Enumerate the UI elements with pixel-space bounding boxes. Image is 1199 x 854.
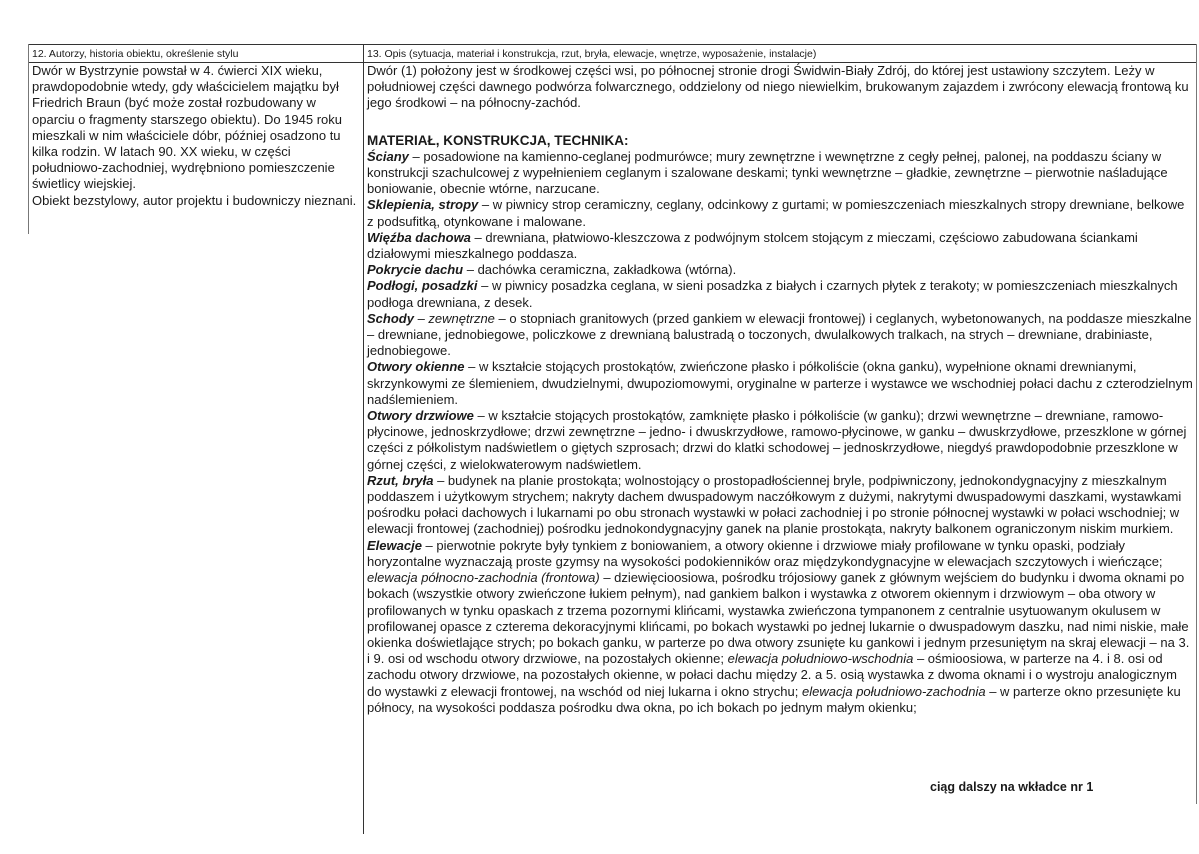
right-border (1196, 44, 1197, 804)
term-label: Pokrycie dachu (367, 262, 464, 278)
section-text: – drewniana, płatwiowo-kleszczowa z podwójnym stolcem stojącym z mieczami, częściowo zabudowana ściankami działowymi mieszkalnego poddasza. (367, 229, 1138, 262)
intro-paragraph: Dwór (1) położony jest w środkowej części wsi, po północnej stronie drogi Świdwin-Biały Zdrój, do której jest ustawiony szczytem. Leży w południowej części dawnego podwórza folwarcznego, oddzielony od niego niewielkim, brukowanym zajazdem i zwrócony elewacją frontową ku jego środkowi – na północny-zachód. (367, 63, 1189, 111)
section-text: – dziewięcioosiowa, pośrodku trójosiowy ganek z głównym wejściem do budynku i dwoma oknami po bokach (wszystkie otwory zwieńczone łukiem pełnym), nad gankiem balkon i wystawka z otworem okiennym i drzwiowym – oba otwory w profilowanych w tynku opaskach z trzema pozornymi klińcami, wystawka zwieńczona tympanonem z centralnie usytuowanym okulusem w profilowanej opasce z czterema dekoracyjnymi klińcami, po bokach wystawki po jednej lukarnie o dwuspadowym daszku, nad nimi niskie, małe okienka doświetlające strych; po bokach ganku, w parterze po dwa otwory zsunięte ku gankowi i jednym przesuniętym na skraj elewacji – na 3. i 9. osi od wschodu otwory drzwiowe, na pozostałych okienne; (367, 570, 1190, 667)
section-windows (367, 359, 1193, 408)
section-elevations (367, 538, 1193, 716)
section-text: – w piwnicy strop ceramiczny, ceglany, odcinkowy z gurtami; w pomieszczeniach mieszkalnych stropy drewniane, belkowe z podsufitką, otynkowane i malowane. (367, 197, 1185, 229)
section-roofing (367, 262, 1193, 278)
section-13-title: 13. Opis (sytuacja, materiał i konstrukcja, rzut, bryła, elewacje, wnętrze, wyposażenie, instalacje) (367, 48, 817, 60)
section-text: – posadowione na kamienno-ceglanej podmurówce; mury zewnętrzne i wewnętrzne z cegły pełnej, palonej, na poddaszu ściany w konstrukcji szachulcowej z wypełnieniem ceglanym i szalowane deskami; tynki wewnętrzne – gładkie, zewnętrzne – pierwotnie naśladujące boniowanie, obecnie wtórne, narzucane. (367, 148, 1168, 197)
term-label: Ściany (367, 148, 409, 164)
section-text: – pierwotnie pokryte były tynkiem z boniowaniem, a otwory okienne i drzwiowe miały profilowane w tynku opaski, podziały horyzontalne wyznaczają proste gzymsy na wysokości podokienników oraz międzykondygnacyjne w elewacjach szczytowych i wieńczące; (367, 537, 1163, 569)
term-label: Otwory drzwiowe (367, 408, 474, 424)
section-roof-truss (367, 230, 1193, 262)
term-label: Elewacje (367, 537, 422, 553)
history-column (32, 63, 358, 209)
term-label: Rzut, bryła (367, 472, 434, 488)
elevation-sw-label: elewacja południowo-zachodnia (802, 683, 986, 699)
term-label: Więźba dachowa (367, 229, 471, 245)
elevation-nw-label: elewacja północno-zachodnia (frontowa) (367, 570, 600, 586)
section-text: – budynek na planie prostokąta; wolnostojący o prostopadłościennej bryle, podpiwniczony, jednokondygnacyjny z mieszkalnym poddaszem i użytkowym strychem; nakryty dachem dwuspadowym naczółkowym z dużymi, nakrytymi dwuspadowymi daszkami, wystawkami pośrodku połaci dachowych i lukarnami po obu stronach wystawki w połaci zachodniej i po stronie północnej wystawki w połaci wschodniej; w elewacji frontowej (zachodniej) pośrodku jednokondygnacyjny ganek na planie prostokąta, nakryty balkonem ograniczonym niskim murkiem. (367, 472, 1182, 537)
section-walls (367, 149, 1193, 198)
description-column (367, 63, 1193, 716)
section-text: – w kształcie stojących prostokątów, zamknięte płasko i półkoliście (w ganku); drzwi wewnętrzne – drewniane, ramowo-płycinowe, jednoskrzydłowe; drzwi zewnętrzne – jedno- i dwuskrzydłowe, ramowo-płycinowe, w ganku – dwuskrzydłowe, przeszklone w górnej części z półkolistym nadświetlem o giętych szprosach; drzwi do klatki schodowej – jednoskrzydłowe, niegdyś prawdopodobnie przeszklone w górnej części, z wielokwaterowym nadświetlem. (367, 408, 1187, 472)
section-12-title: 12. Autorzy, historia obiektu, określenie stylu (32, 48, 239, 60)
term-label: Podłogi, posadzki (367, 278, 478, 294)
top-rule (28, 44, 1196, 45)
section-text: – w kształcie stojących prostokątów, zwieńczone płasko i półkoliście (okna ganku), wypełnione oknami drewnianymi, skrzynkowymi ze ślemieniem, dwudzielnymi, dwupoziomowymi, oryginalne w parterze i wystawce we wschodniej połaci dachu z czterodzielnym nadślemieniem. (367, 359, 1193, 407)
section-text: – dachówka ceramiczna, zakładkowa (wtórna). (463, 262, 737, 278)
material-heading: MATERIAŁ, KONSTRUKCJA, TECHNIKA: (367, 132, 629, 148)
history-text: Dwór w Bystrzynie powstał w 4. ćwierci XIX wieku, prawdopodobnie wtedy, gdy właścicielem majątku był Friedrich Braun (być może został rozbudowany w oparciu o fragmenty starszego obiektu). Do 1945 roku mieszkali w nim właściciele dóbr, później osadzono tu kilka rodzin. W latach 90. XX wieku, w części południowo-zachodniej, wydrębniono pomieszczenie świetlicy wiejskiej. (32, 63, 343, 192)
continuation-note: ciąg dalszy na wkładce nr 1 (930, 780, 1094, 794)
section-text: – ośmioosiowa, w parterze na 4. i 8. osi od zachodu otwory drzwiowe, na pozostałych okienne, w połaci dachu między 2. a 5. osią wystawka z dwoma oknami i o wystroju analogicznym do wystawki z elewacji frontowej, na wschód od niej lukarna i okno strychu; (367, 651, 1177, 699)
term-label: Otwory okienne (367, 359, 465, 375)
column-divider (363, 44, 364, 834)
section-text: – o stopniach granitowych (przed gankiem w elewacji frontowej) i ceglanych, wybetonowanych, na poddasze mieszkalne – drewniane, jednobiegowe, policzkowe z drewnianą balustradą o toczonych, dwulalkowych tralkach, na strych – drewniane, drabiniaste, jednobiegowe. (367, 310, 1192, 359)
term-label: Schody (367, 310, 414, 326)
section-text: – w parterze okno przesunięte ku północy, na wysokości poddasza pośrodku dwa okna, po ich bokach po jednym małym okienku; (367, 683, 1181, 715)
section-doors (367, 408, 1193, 473)
section-plan (367, 473, 1193, 538)
style-text: Obiekt bezstylowy, autor projektu i budowniczy nieznani. (32, 192, 357, 208)
section-floors (367, 278, 1193, 310)
left-border (28, 44, 29, 234)
term-subtitle: – zewnętrzne (413, 310, 495, 326)
elevation-se-label: elewacja południowo-wschodnia (727, 651, 914, 667)
term-label: Sklepienia, stropy (367, 197, 479, 213)
section-vaults (367, 197, 1193, 229)
section-text: – w piwnicy posadzka ceglana, w sieni posadzka z białych i czarnych płytek z terakoty; w pomieszczeniach mieszkalnych podłoga drewniana, z desek. (367, 278, 1178, 310)
section-stairs (367, 311, 1193, 360)
